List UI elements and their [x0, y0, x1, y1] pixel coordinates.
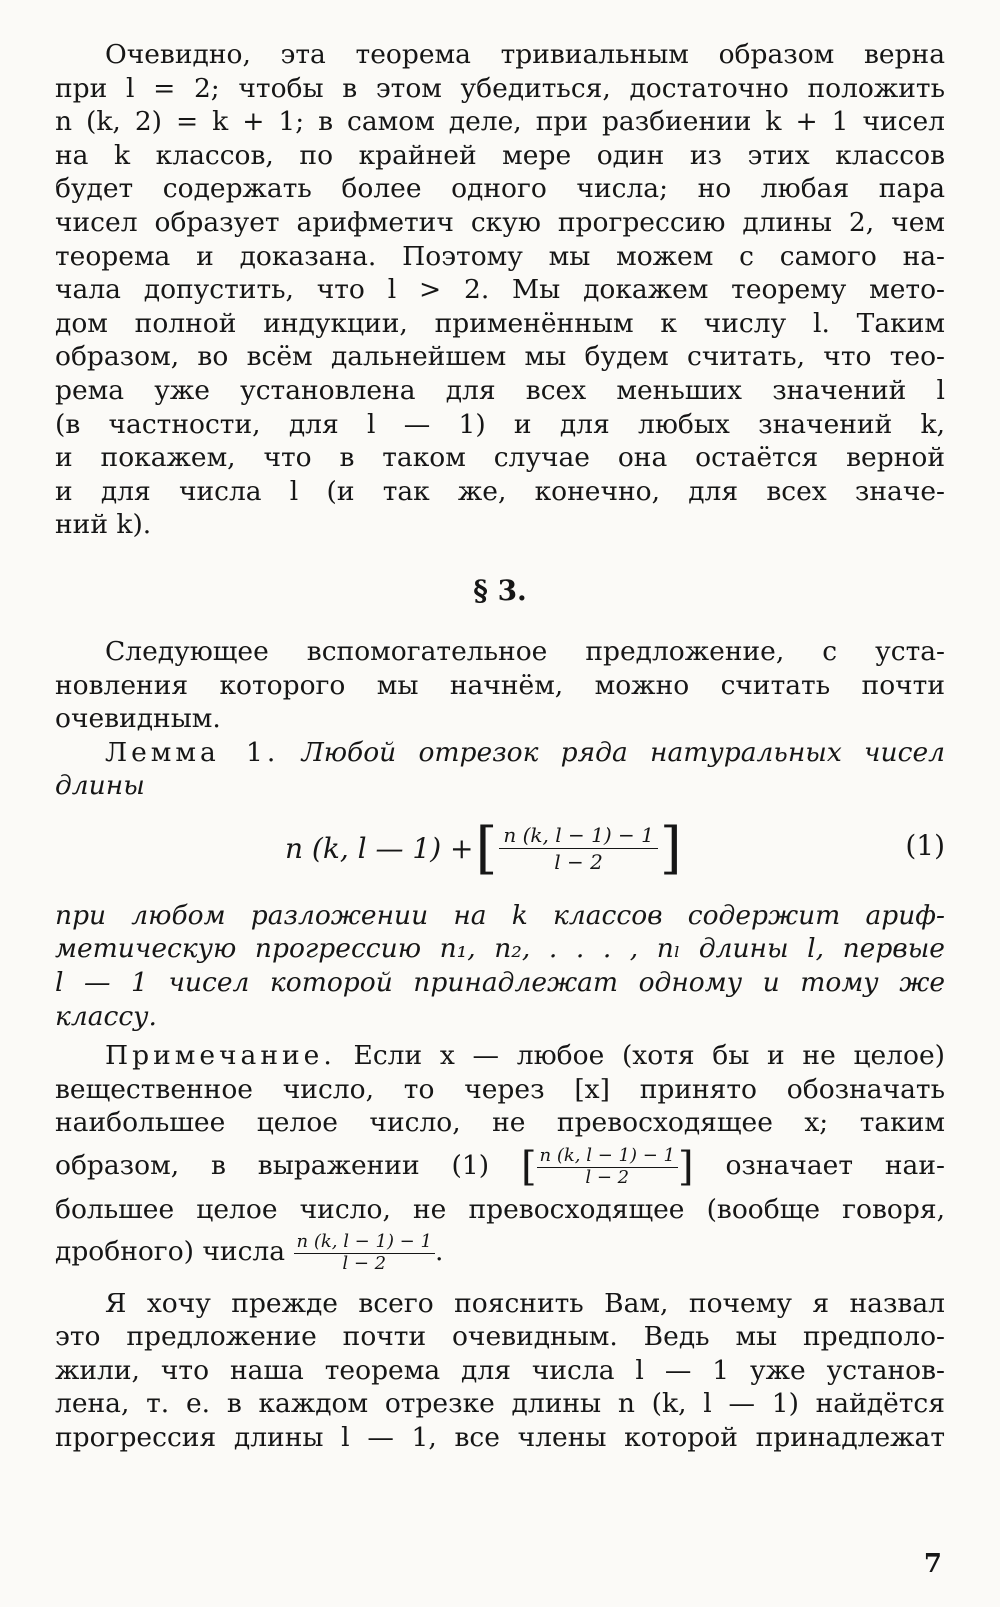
floor-bracket-left: [: [475, 815, 498, 881]
text-line: рема уже установлена для всех меньших значений l: [55, 374, 945, 406]
text-line: на k классов, по крайней мере один из этих классов: [55, 139, 945, 171]
text-line: ний k).: [55, 509, 152, 541]
text-line: прогрессия длины l — 1, все члены которой принадлежат: [55, 1422, 945, 1453]
lemma-statement: [55, 899, 945, 1033]
text-line: при l = 2; чтобы в этом убедиться, достаточно положить: [55, 72, 945, 104]
text-line: теорема и доказана. Поэтому мы можем с самого на-: [55, 240, 945, 272]
text-line: дом полной индукции, применённым к числу l. Таким: [55, 307, 945, 339]
remark-text: Если x — любое (хотя бы и не целое): [353, 1040, 945, 1072]
inline-fraction: [537, 1146, 678, 1188]
remark-text: дробного) числа: [55, 1235, 286, 1267]
text-line: это предложение почти очевидным. Ведь мы предполо-: [55, 1321, 945, 1353]
text-line: лена, т. е. в каждом отрезке длины n (k, l — 1) найдётся: [55, 1388, 945, 1420]
paragraph-4: [55, 1287, 945, 1455]
text-line: и покажем, что в таком случае она остаётся верной: [55, 442, 945, 474]
text-line: при любом разложении на k классов содержит ариф-: [55, 899, 945, 931]
lemma-label: Лемма 1.: [105, 736, 280, 768]
fraction-numerator: n (k, l − 1) − 1: [294, 1232, 435, 1254]
text-line: и для числа l (и так же, конечно, для всех значе-: [55, 475, 945, 507]
floor-bracket-left: [: [520, 1144, 537, 1191]
remark-text: означает наи-: [725, 1150, 945, 1182]
fraction-numerator: n (k, l − 1) − 1: [537, 1146, 678, 1168]
text-line: наибольшее целое число, не превосходящее x; таким: [55, 1107, 945, 1139]
text-line: чала допустить, что l > 2. Мы докажем теорему мето-: [55, 274, 945, 306]
section-heading: § 3.: [473, 573, 527, 607]
formula-expression: [285, 815, 684, 881]
text-line: вещественное число, то через [x] принято обозначать: [55, 1073, 945, 1105]
fraction-denominator: l − 2: [554, 850, 603, 875]
remark: [55, 1039, 945, 1276]
text-line: длины: [55, 770, 145, 802]
text-line: [55, 1039, 945, 1073]
formula-1: [55, 807, 945, 885]
equation-number: (1): [905, 828, 945, 862]
text-line: образом, во всём дальнейшем мы будем считать, что тео-: [55, 341, 945, 373]
text-line: чисел образует арифметич скую прогрессию длины 2, чем: [55, 206, 945, 238]
floor-bracket-right: ]: [677, 1144, 694, 1191]
text-line: будет содержать более одного числа; но любая пара: [55, 173, 945, 205]
text-line: очевидным.: [55, 703, 221, 735]
paragraph-2: [55, 635, 945, 736]
text-line: Очевидно, эта теорема тривиальным образом верна: [105, 39, 945, 70]
lemma-intro-text: Любой отрезок ряда натуральных чисел: [301, 736, 945, 768]
page-number: 7: [923, 1549, 942, 1579]
text-line: l — 1 чисел которой принадлежат одному и тому же: [55, 967, 945, 999]
text-line: метическую прогрессию n₁, n₂, . . . , nₗ длины l, первые: [55, 933, 945, 965]
text-line: большее целое число, не превосходящее (вообще говоря,: [55, 1194, 945, 1226]
text-line: Я хочу прежде всего пояснить Вам, почему я назвал: [105, 1287, 945, 1319]
text-line: новления которого мы начнём, можно считать почти: [55, 669, 945, 701]
formula-lhs: n (k, l — 1) +: [285, 832, 474, 866]
formula-fraction: [499, 824, 657, 873]
remark-text: .: [434, 1235, 444, 1267]
fraction-denominator: l − 2: [585, 1167, 630, 1189]
text-line: [55, 1227, 945, 1277]
remark-text: образом, в выражении (1): [55, 1150, 490, 1182]
remark-label: Примечание.: [105, 1040, 336, 1072]
inline-fraction: [294, 1232, 435, 1274]
fraction-numerator: n (k, l − 1) − 1: [499, 824, 657, 849]
text-line: жили, что наша теорема для числа l — 1 уже установ-: [55, 1354, 945, 1386]
text-line: (в частности, для l — 1) и для любых значений k,: [55, 408, 945, 440]
paragraph-1: [55, 38, 945, 542]
text-line: n (k, 2) = k + 1; в самом деле, при разбиении k + 1 чисел: [55, 106, 945, 138]
lemma-intro: [55, 736, 945, 803]
page-content: [55, 38, 945, 1578]
floor-bracket-right: ]: [659, 815, 682, 881]
text-line: [55, 1140, 945, 1193]
text-line: Следующее вспомогательное предложение, с уста-: [105, 635, 945, 667]
text-line: классу.: [55, 1000, 157, 1032]
fraction-denominator: l − 2: [342, 1252, 387, 1274]
text-line: [55, 736, 945, 770]
